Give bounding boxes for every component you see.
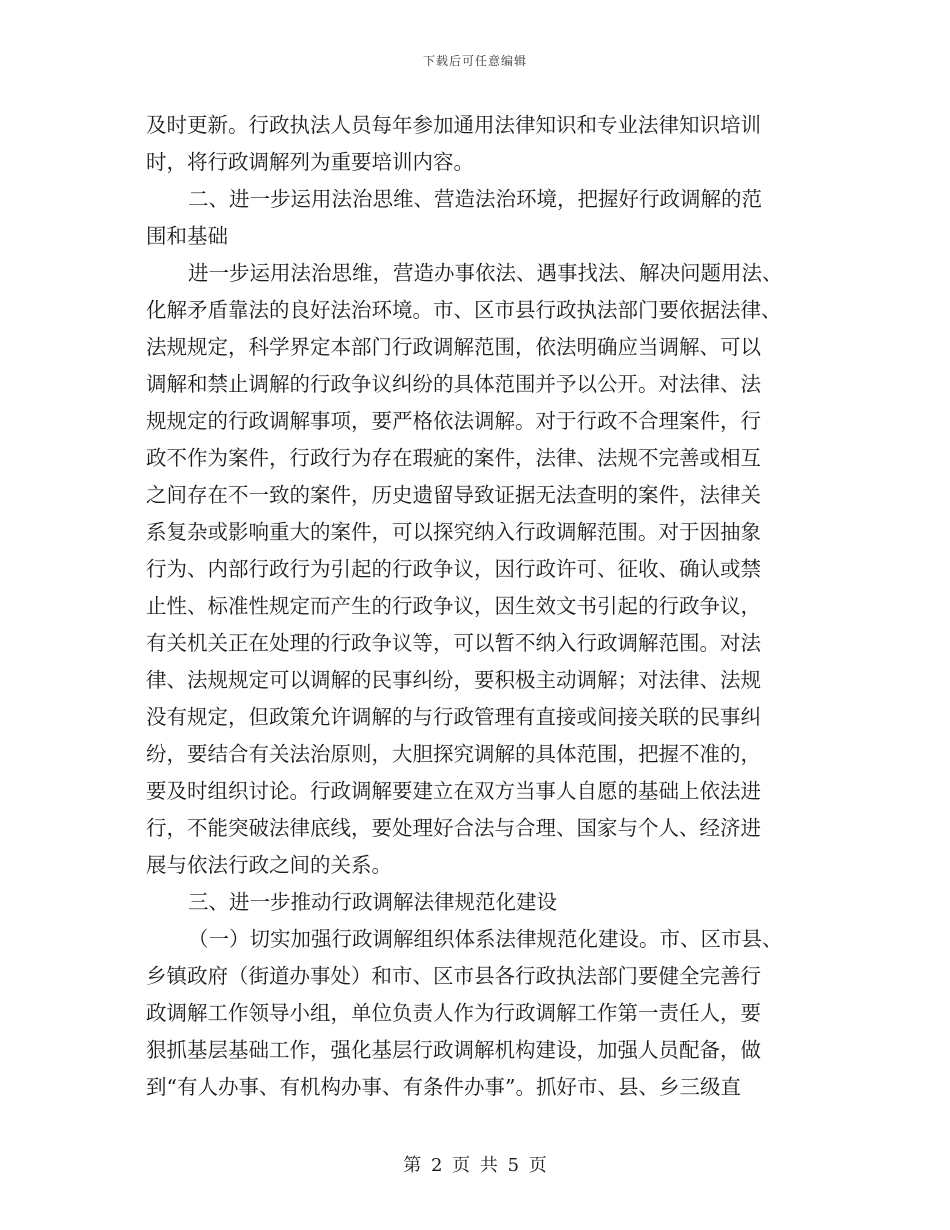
section-heading-cont: 围和基础 bbox=[146, 224, 228, 248]
page-header: 下载后可任意编辑 bbox=[422, 54, 527, 68]
text-line: 进一步运用法治思维，营造办事依法、遇事找法、解决问题用法、 bbox=[188, 261, 783, 285]
section-heading: 二、进一步运用法治思维、营造法治环境，把握好行政调解的范 bbox=[188, 187, 762, 211]
text-line: 纷，要结合有关法治原则，大胆探究调解的具体范围，把握不准的， bbox=[146, 742, 761, 766]
text-line: 政调解工作领导小组，单位负责人作为行政调解工作第一责任人，要 bbox=[146, 1001, 761, 1025]
text-line: 政不作为案件，行政行为存在瑕疵的案件，法律、法规不完善或相互 bbox=[146, 446, 761, 470]
text-line: 律、法规规定可以调解的民事纠纷，要积极主动调解；对法律、法规 bbox=[146, 668, 761, 692]
text-line: 法规规定，科学界定本部门行政调解范围，依法明确应当调解、可以 bbox=[146, 335, 761, 359]
section-heading: 三、进一步推动行政调解法律规范化建设 bbox=[188, 890, 557, 914]
text-line: 化解矛盾靠法的良好法治环境。市、区市县行政执法部门要依据法律、 bbox=[146, 298, 782, 322]
page-number: 第 2 页 共 5 页 bbox=[403, 1155, 547, 1176]
text-line: 系复杂或影响重大的案件，可以探究纳入行政调解范围。对于因抽象 bbox=[146, 520, 761, 544]
text-line: 要及时组织讨论。行政调解要建立在双方当事人自愿的基础上依法进 bbox=[146, 779, 761, 803]
text-line: 调解和禁止调解的行政争议纠纷的具体范围并予以公开。对法律、法 bbox=[146, 372, 761, 396]
text-line: 止性、标准性规定而产生的行政争议，因生效文书引起的行政争议， bbox=[146, 594, 761, 618]
document-body bbox=[146, 107, 816, 1106]
text-line: 乡镇政府（街道办事处）和市、区市县各行政执法部门要健全完善行 bbox=[146, 964, 761, 988]
text-line: 狠抓基层基础工作，强化基层行政调解机构建设，加强人员配备，做 bbox=[146, 1038, 761, 1062]
text-line: （一）切实加强行政调解组织体系法律规范化建设。市、区市县、 bbox=[188, 927, 783, 951]
text-line: 时，将行政调解列为重要培训内容。 bbox=[146, 150, 474, 174]
text-line: 及时更新。行政执法人员每年参加通用法律知识和专业法律知识培训 bbox=[146, 113, 761, 137]
text-line: 有关机关正在处理的行政争议等，可以暂不纳入行政调解范围。对法 bbox=[146, 631, 761, 655]
text-line: 到“有人办事、有机构办事、有条件办事”。抓好市、县、乡三级直 bbox=[146, 1075, 741, 1099]
text-line: 行为、内部行政行为引起的行政争议，因行政许可、征收、确认或禁 bbox=[146, 557, 761, 581]
text-line: 没有规定，但政策允许调解的与行政管理有直接或间接关联的民事纠 bbox=[146, 705, 761, 729]
text-line: 之间存在不一致的案件，历史遗留导致证据无法查明的案件，法律关 bbox=[146, 483, 761, 507]
text-line: 规规定的行政调解事项，要严格依法调解。对于行政不合理案件，行 bbox=[146, 409, 761, 433]
text-line: 展与依法行政之间的关系。 bbox=[146, 853, 392, 877]
text-line: 行，不能突破法律底线，要处理好合法与合理、国家与个人、经济进 bbox=[146, 816, 761, 840]
